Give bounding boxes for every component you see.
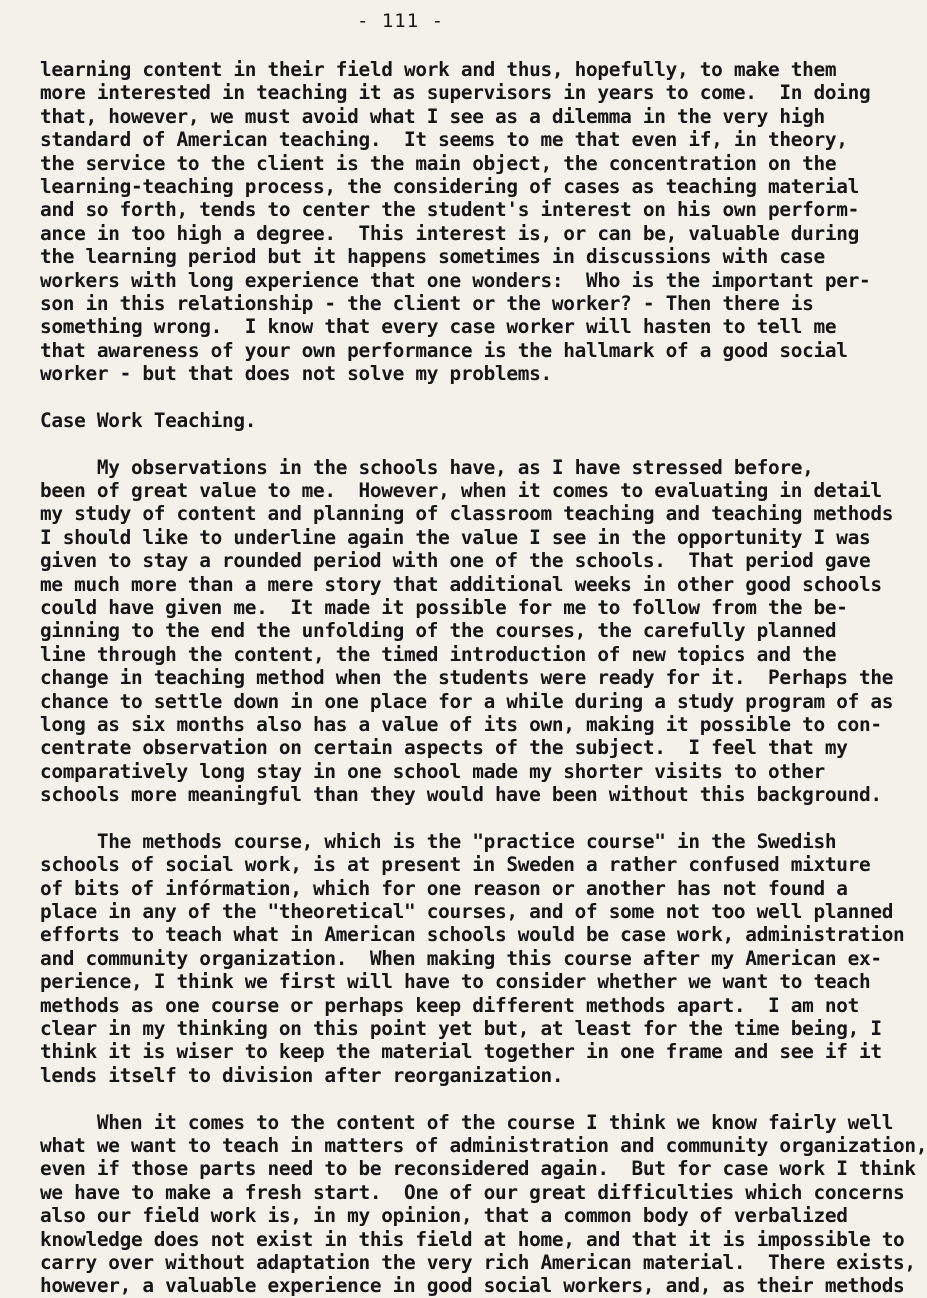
paragraph-gap [40,385,780,408]
text-line: learning-teaching process, the considering of cases as teaching material [40,174,859,198]
text-line: place in any of the "theoretical" courses, and of some not too well planned [40,900,894,924]
paragraph [40,829,905,1087]
text-line: perience, I think we first will have to consider whether we want to teach [40,970,871,994]
paragraph-gap [40,807,780,830]
text-line: of bits of infórmation, which for one reason or another has not found a [40,876,848,900]
paragraph-gap [40,1087,780,1110]
text-line: learning content in their field work and thus, hopefully, to make them [40,58,837,81]
text-line: what we want to teach in matters of administration and community organization, [40,1133,927,1157]
document-body [40,58,927,1298]
text-line: lends itself to division after reorganization. [40,1063,564,1087]
text-line: standard of American teaching. It seems to me that even if, in theory, [40,128,848,152]
text-line: carry over without adaptation the very rich American material. There exists, [40,1250,916,1274]
text-line: and so forth, tends to center the student's interest on his own perform- [40,198,859,222]
paragraph-gap [40,432,780,455]
text-line: efforts to teach what in American schools would be case work, administration [40,923,905,947]
text-line: knowledge does not exist in this field at home, and that it is impossible to [40,1227,905,1251]
text-line: me much more than a mere story that additional weeks in other good schools [40,572,882,596]
text-line: that awareness of your own performance is the hallmark of a good social [40,338,848,362]
text-line: could have given me. It made it possible for me to follow from the be- [40,595,848,619]
paragraph [40,58,871,386]
text-line: chance to settle down in one place for a while during a study program of as [40,689,894,713]
paragraph [40,1110,927,1298]
text-line: I should like to underline again the value I see in the opportunity I was [40,525,871,549]
text-line: my study of content and planning of classroom teaching and teaching methods [40,502,894,526]
text-line: workers with long experience that one wonders: Who is the important per- [40,268,871,292]
text-line: ance in too high a degree. This interest is, or can be, valuable during [40,221,859,245]
text-line: schools of social work, is at present in Sweden a rather confused mixture [40,853,871,877]
text-line: that, however, we must avoid what I see as a dilemma in the very high [40,104,825,128]
text-line: worker - but that does not solve my problems. [40,362,552,386]
text-line: and community organization. When making this course after my American ex- [40,946,882,970]
text-line: the learning period but it happens sometimes in discussions with case [40,245,825,269]
text-line: given to stay a rounded period with one of the schools. That period gave [40,549,871,573]
text-line: we have to make a fresh start. One of our great difficulties which concerns [40,1180,905,1204]
text-line: the service to the client is the main object, the concentration on the [40,151,837,175]
text-line: My observations in the schools have, as I have stressed before, [40,455,814,479]
text-line: something wrong. I know that every case worker will hasten to tell me [40,315,837,339]
text-line: methods as one course or perhaps keep different methods apart. I am not [40,993,859,1017]
text-line: also our field work is, in my opinion, that a common body of verbalized [40,1204,848,1228]
text-line: more interested in teaching it as supervisors in years to come. In doing [40,81,871,105]
text-line: however, a valuable experience in good social workers, and, as their methods [40,1274,905,1298]
text-line: When it comes to the content of the course I think we know fairly well [40,1110,894,1134]
text-line: long as six months also has a value of its own, making it possible to con- [40,712,882,736]
paragraph [40,455,894,807]
text-line: Case Work Teaching. [40,408,257,432]
text-line: been of great value to me. However, when it comes to evaluating in detail [40,479,882,503]
text-line: clear in my thinking on this point yet but, at least for the time being, I [40,1017,882,1041]
text-line: centrate observation on certain aspects of the subject. I feel that my [40,736,848,760]
text-line: line through the content, the timed introduction of new topics and the [40,642,837,666]
section-heading [40,409,780,432]
text-line: ginning to the end the unfolding of the courses, the carefully planned [40,619,837,643]
text-line: son in this relationship - the client or the worker? - Then there is [40,291,814,315]
text-line: change in teaching method when the students were ready for it. Perhaps the [40,666,894,690]
text-line: comparatively long stay in one school made my shorter visits to other [40,759,825,783]
text-line: The methods course, which is the "practice course" in the Swedish [40,829,837,853]
text-line: even if those parts need to be reconsidered again. But for case work I think [40,1157,916,1181]
page-number: - 111 - [356,10,445,32]
text-line: think it is wiser to keep the material together in one frame and see if it [40,1040,882,1064]
text-line: schools more meaningful than they would have been without this background. [40,783,882,807]
